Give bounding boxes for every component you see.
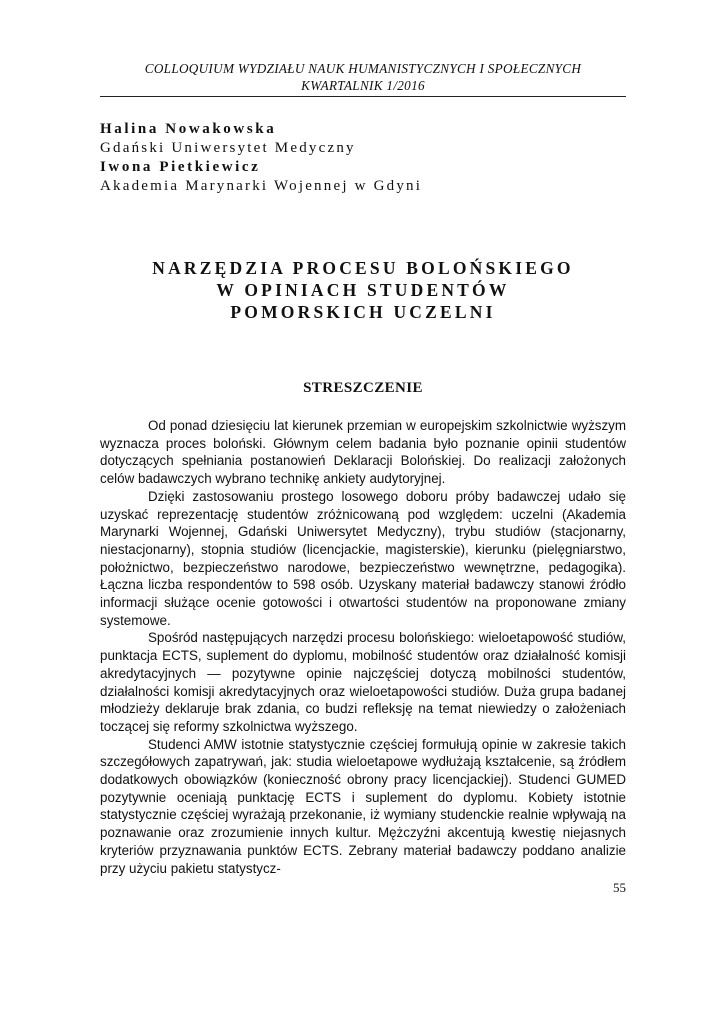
header-divider bbox=[100, 96, 626, 97]
abstract-paragraph: Studenci AMW istotnie statystycznie częściej formułują opinie w zakresie takich szczegółowych zapatrywań, jak: studia wieloetapowe wydłużają kształcenie, są źródłem dodatkowych obowiązków (konieczność obrony pracy licencjackiej). Studenci GUMED pozytywnie oceniają punktację ECTS i suplement do dyplomu. Kobiety istotnie statystycznie częściej wyrażają przekonanie, iż wymiany studenckie realnie wpływają na poznawanie oraz zrozumienie innych kultur. Mężczyźni akcentują kwestię niejasnych kryteriów przyznawania punktów ECTS. Zebrany materiał badawczy poddano analizie przy użyciu pakietu statystycz- bbox=[100, 736, 626, 876]
abstract-paragraph: Spośród następujących narzędzi procesu bolońskiego: wieloetapowość studiów, punktacja ECTS, suplement do dyplomu, mobilność studentów oraz działalność komisji akredytacyjnych — pozytywne opinie najczęściej dotyczą mobilności studentów, działalności komisji akredytacyjnych oraz wieloetapowości studiów. Duża grupa badanej młodzieży deklaruje brak zdania, co budzi refleksję na temat niewiedzy o założeniach toczącej się reformy szkolnictwa wyższego. bbox=[100, 630, 626, 734]
journal-name: COLLOQUIUM WYDZIAŁU NAUK HUMANISTYCZNYCH I SPOŁECZNYCH bbox=[144, 61, 582, 76]
abstract-paragraph: Od ponad dziesięciu lat kierunek przemian w europejskim szkolnictwie wyższym wyznacza proces boloński. Głównym celem badania było poznanie opinii studentów dotyczących spełniania postanowień Deklaracji Bolońskiej. Do realizacji założonych celów badawczych wybrano technikę ankiety audytoryjnej. bbox=[100, 418, 626, 487]
author-block bbox=[100, 120, 422, 196]
abstract-body bbox=[100, 417, 626, 877]
author-affiliation: Gdański Uniwersytet Medyczny bbox=[100, 140, 356, 156]
page-number: 55 bbox=[613, 880, 626, 895]
author-affiliation: Akademia Marynarki Wojennej w Gdyni bbox=[100, 178, 423, 194]
abstract-paragraph: Dzięki zastosowaniu prostego losowego doboru próby badawczej udało się uzyskać reprezentację studentów zróżnicowaną pod względem: uczelni (Akademia Marynarki Wojennej, Gdański Uniwersytet Medyczny), trybu studiów (stacjonarny, niestacjonarny), stopnia studiów (licencjackie, magisterskie), kierunku (pielęgniarstwo, położnictwo, bezpieczeństwo narodowe, bezpieczeństwo wewnętrzne, pedagogika). Łączna liczba respondentów to 598 osób. Uzyskany materiał badawczy stanowi źródło informacji służące ocenie gotowości i otwartości studentów na proponowane zmiany systemowe. bbox=[100, 488, 626, 628]
title-line: NARZĘDZIA PROCESU BOLOŃSKIEGO bbox=[152, 258, 574, 278]
journal-issue: KWARTALNIK 1/2016 bbox=[301, 78, 425, 93]
title-line: POMORSKICH UCZELNI bbox=[230, 302, 496, 322]
running-header bbox=[100, 60, 626, 94]
author-name: Halina Nowakowska bbox=[100, 121, 277, 137]
author-name: Iwona Pietkiewicz bbox=[100, 159, 261, 175]
article-title bbox=[100, 257, 626, 323]
title-line: W OPINIACH STUDENTÓW bbox=[216, 280, 510, 300]
abstract-heading: STRESZCZENIE bbox=[303, 380, 423, 396]
